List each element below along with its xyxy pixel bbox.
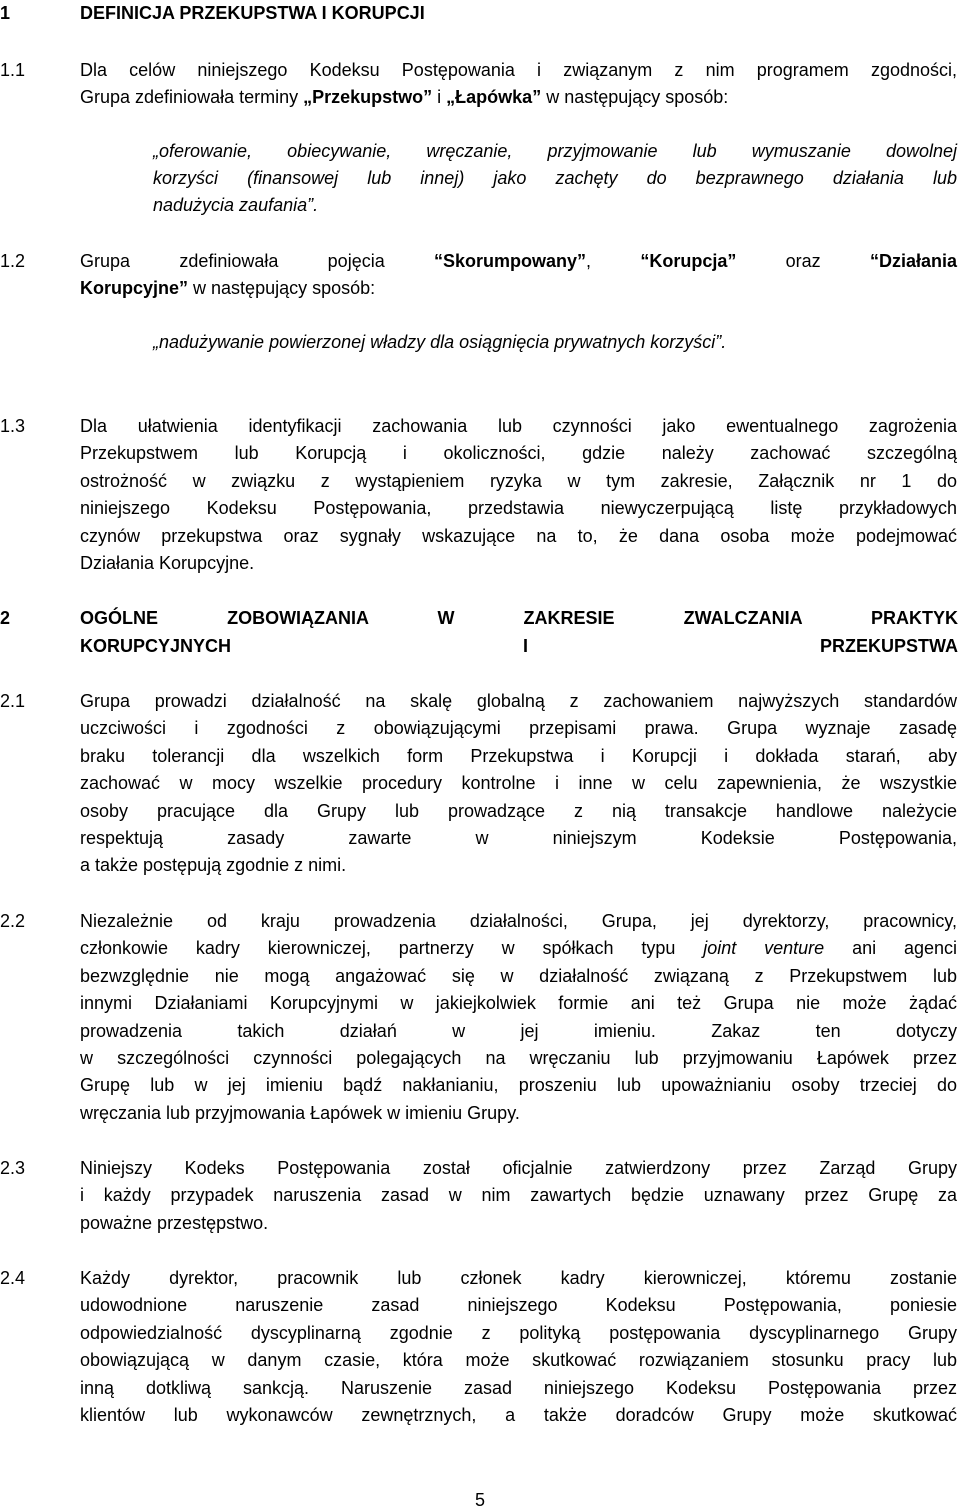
- term-skorumpowany: “Skorumpowany”: [434, 251, 587, 271]
- term-dzialania: “Działania: [869, 251, 957, 271]
- clause-2-2: [0, 908, 960, 1127]
- definition-1-1: [153, 138, 957, 219]
- clause-body: [80, 1265, 957, 1429]
- clause-line: inną dotkliwą sankcją. Naruszenie zasad niniejszego Kodeksu Postępowania przez: [80, 1377, 957, 1398]
- term-przekupstwo: „Przekupstwo”: [303, 87, 433, 108]
- clause-line: osoby pracujące dla Grupy lub prowadzące z nią transakcje handlowe należycie: [80, 800, 957, 821]
- clause-line: Grupa prowadzi działalność na skalę globalną z zachowaniem najwyższych standardów: [80, 691, 957, 711]
- section-1-title: DEFINICJA PRZEKUPSTWA I KORUPCJI: [80, 3, 425, 23]
- text-run: członkowie kadry kierowniczej, partnerzy w spółkach typu: [80, 938, 704, 959]
- clause-number: 2.3: [0, 1158, 26, 1178]
- section-2-title-line: OGÓLNE ZOBOWIĄZANIA W ZAKRESIE ZWALCZANIA PRAKTYK: [80, 608, 958, 628]
- clause-line: [80, 84, 957, 111]
- clause-line: klientów lub wykonawców zewnętrznych, a także doradców Grupy może skutkować: [80, 1405, 957, 1426]
- clause-line: Przekupstwem lub Korupcją i okoliczności, gdzie należy zachować szczególną: [80, 443, 957, 464]
- clause-line: Dla ułatwienia identyfikacji zachowania lub czynności jako ewentualnego zagrożenia: [80, 416, 957, 436]
- clause-2-4: [0, 1265, 960, 1429]
- page-number: 5: [474, 1490, 485, 1510]
- clause-line: [80, 935, 957, 962]
- clause-number: 1.3: [0, 416, 26, 436]
- section-1-number: 1: [0, 3, 11, 23]
- clause-line: czynów przekupstwa oraz sygnały wskazujące na to, że dana osoba może podejmować: [80, 525, 957, 546]
- clause-line: i każdy przypadek naruszenia zasad w nim zawartych będzie uznawany przez Grupę za: [80, 1185, 957, 1206]
- clause-number: 2.2: [0, 911, 26, 931]
- term-text: Przekupstwo: [312, 87, 424, 108]
- section-1-heading: [0, 0, 960, 27]
- clause-line: obowiązującą w danym czasie, która może skutkować rozwiązaniem stosunku pracy lub: [80, 1350, 957, 1371]
- text-run: ani agenci: [824, 938, 957, 959]
- section-2-heading: [0, 604, 960, 660]
- definition-line: „oferowanie, obiecywanie, wręczanie, przyjmowanie lub wymuszanie dowolnej: [153, 141, 957, 161]
- clause-line: wręczania lub przyjmowania Łapówek w imieniu Grupy.: [80, 1102, 520, 1123]
- section-2-title: [80, 604, 958, 660]
- text-run: ,: [586, 251, 641, 271]
- clause-line: poważne przestępstwo.: [80, 1212, 269, 1233]
- clause-line: Każdy dyrektor, pracownik lub członek kadry kierowniczej, któremu zostanie: [80, 1268, 957, 1288]
- term-lapowka: „Łapówka”: [446, 87, 542, 108]
- clause-body: [80, 413, 957, 577]
- text-run: oraz: [736, 251, 870, 271]
- definition-line: korzyści (finansowej lub innej) jako zachęty do bezprawnego działania lub: [153, 168, 957, 188]
- clause-body: [80, 248, 957, 303]
- text-run: Grupa zdefiniowała terminy: [80, 87, 304, 108]
- clause-number: 1.1: [0, 60, 26, 80]
- definition-line: „nadużywanie powierzonej władzy dla osiągnięcia prywatnych korzyści”.: [153, 332, 727, 352]
- clause-body: [80, 57, 957, 112]
- term-joint-venture: joint venture: [703, 938, 825, 959]
- clause-1-3: [0, 413, 960, 577]
- text-run: Grupa zdefiniowała pojęcia: [80, 251, 434, 271]
- definition-1-2: [153, 329, 957, 356]
- clause-line: respektują zasady zawarte w niniejszym Kodeksie Postępowania,: [80, 828, 957, 849]
- clause-1-1: [0, 57, 960, 112]
- clause-2-1: [0, 688, 960, 880]
- clause-line: niniejszego Kodeksu Postępowania, przedstawia niewyczerpującą listę przykładowych: [80, 498, 957, 519]
- clause-line: w szczególności czynności polegających na wręczaniu lub przyjmowaniu Łapówek przez: [80, 1048, 957, 1069]
- text-run: w następujący sposób:: [541, 87, 729, 108]
- clause-body: [80, 688, 957, 880]
- clause-line: bezwzględnie nie mogą angażować się w działalność związaną z Przekupstwem lub: [80, 965, 957, 986]
- clause-2-3: [0, 1155, 960, 1237]
- clause-line: uczciwości i zgodności z obowiązującymi przepisami prawa. Grupa wyznaje zasadę: [80, 718, 957, 739]
- clause-line: braku tolerancji dla wszelkich form Przekupstwa i Korupcji i dokłada starań, aby: [80, 745, 957, 766]
- clause-line: ostrożność w związku z wystąpieniem ryzyka w tym zakresie, Załącznik nr 1 do: [80, 470, 957, 491]
- clause-line: Grupę lub w jej imieniu bądź nakłanianiu, proszeniu lub upoważnianiu osoby trzeciej do: [80, 1075, 957, 1096]
- clause-line: [80, 248, 957, 275]
- clause-line: odpowiedzialność dyscyplinarną zgodnie z polityką postępowania dyscyplinarnego Grupy: [80, 1322, 957, 1343]
- clause-line: Dla celów niniejszego Kodeksu Postępowania i związanym z nim programem zgodności,: [80, 60, 957, 80]
- clause-line: zachować w mocy wszelkie procedury kontrolne i inne w celu zapewnienia, że wszystkie: [80, 773, 957, 794]
- clause-number: 1.2: [0, 251, 26, 271]
- clause-line: prowadzenia takich działań w jej imieniu. Zakaz ten dotyczy: [80, 1020, 957, 1041]
- clause-line: [80, 275, 957, 302]
- term-text: Łapówka: [455, 87, 533, 108]
- text-run: w następujący sposób:: [188, 278, 376, 299]
- clause-line: a także postępują zgodnie z nimi.: [80, 855, 347, 876]
- section-2-title-line: KORUPCYJNYCH I PRZEKUPSTWA: [80, 636, 958, 656]
- clause-line: Niezależnie od kraju prowadzenia działalności, Grupa, jej dyrektorzy, pracownicy,: [80, 911, 957, 931]
- clause-line: innymi Działaniami Korupcyjnymi w jakiejkolwiek formie ani też Grupa nie może żądać: [80, 993, 957, 1014]
- term-korupcja: “Korupcja”: [640, 251, 737, 271]
- clause-line: Niniejszy Kodeks Postępowania został oficjalnie zatwierdzony przez Zarząd Grupy: [80, 1158, 957, 1178]
- clause-body: [80, 908, 957, 1127]
- term-korupcyjne: Korupcyjne”: [80, 278, 189, 299]
- text-run: i: [432, 87, 447, 108]
- section-2-number: 2: [0, 608, 11, 628]
- clause-number: 2.1: [0, 691, 26, 711]
- clause-number: 2.4: [0, 1268, 26, 1288]
- clause-1-2: [0, 248, 960, 303]
- definition-line: nadużycia zaufania”.: [153, 195, 319, 215]
- clause-line: Działania Korupcyjne.: [80, 553, 255, 574]
- clause-line: udowodnione naruszenie zasad niniejszego Kodeksu Postępowania, poniesie: [80, 1295, 957, 1316]
- clause-body: [80, 1155, 957, 1237]
